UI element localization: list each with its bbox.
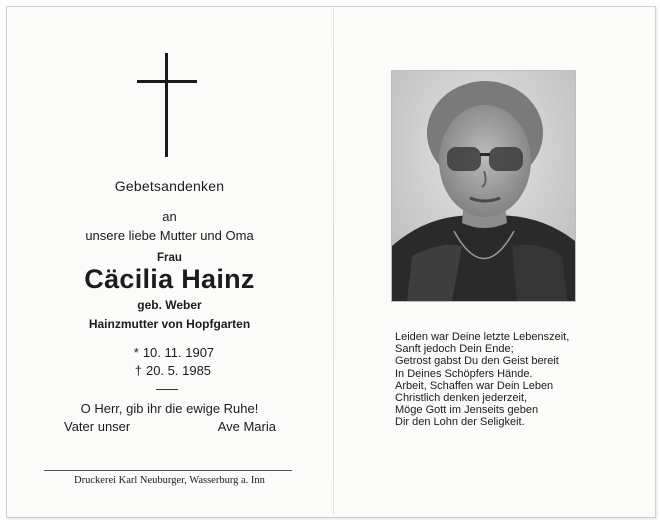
prayer-vater-unser: Vater unser <box>64 419 131 434</box>
verse-line: Möge Gott im Jenseits geben <box>395 404 539 417</box>
maiden-name: geb. Weber <box>137 298 202 312</box>
dedication-text: unsere liebe Mutter und Oma <box>85 228 254 243</box>
verse-line: Leiden war Deine letzte Lebenszeit, <box>395 331 570 343</box>
birth-symbol: * <box>133 345 139 360</box>
prayer-line: O Herr, gib ihr die ewige Ruhe! <box>80 401 259 416</box>
prayer-ave-maria: Ave Maria <box>217 419 276 434</box>
verse-line: Arbeit, Schaffen war Dein Leben <box>395 379 554 392</box>
verse-line: In Deines Schöpfers Hände. <box>395 367 533 380</box>
dedication-an: an <box>162 209 177 224</box>
birth-date-line <box>6 345 333 360</box>
portrait-photo <box>391 70 576 302</box>
deceased-role: Hainzmutter von Hopfgarten <box>88 317 251 331</box>
separator-short <box>156 389 178 390</box>
verse-line: Christlich denken jederzeit, <box>395 392 528 405</box>
verse-line: Getrost gabst Du den Geist bereit <box>395 355 559 368</box>
honorific-title: Frau <box>157 252 182 264</box>
left-panel <box>6 6 333 516</box>
cross-icon <box>137 53 197 157</box>
printer-separator <box>44 470 292 471</box>
memorial-verse <box>395 331 640 429</box>
verse-line: Sanft jedoch Dein Ende; <box>395 343 514 356</box>
right-panel <box>334 6 654 516</box>
deceased-name: Cäcilia Hainz <box>84 264 255 294</box>
birth-date: 10. 11. 1907 <box>142 345 215 360</box>
death-date: 20. 5. 1985 <box>145 363 212 378</box>
printer-credit: Druckerei Karl Neuburger, Wasserburg a. Inn <box>74 475 265 486</box>
card-heading: Gebetsandenken <box>114 178 225 194</box>
death-symbol: † <box>134 363 142 378</box>
verse-line: Dir den Lohn der Seligkeit. <box>395 416 525 429</box>
death-date-line <box>6 363 333 378</box>
